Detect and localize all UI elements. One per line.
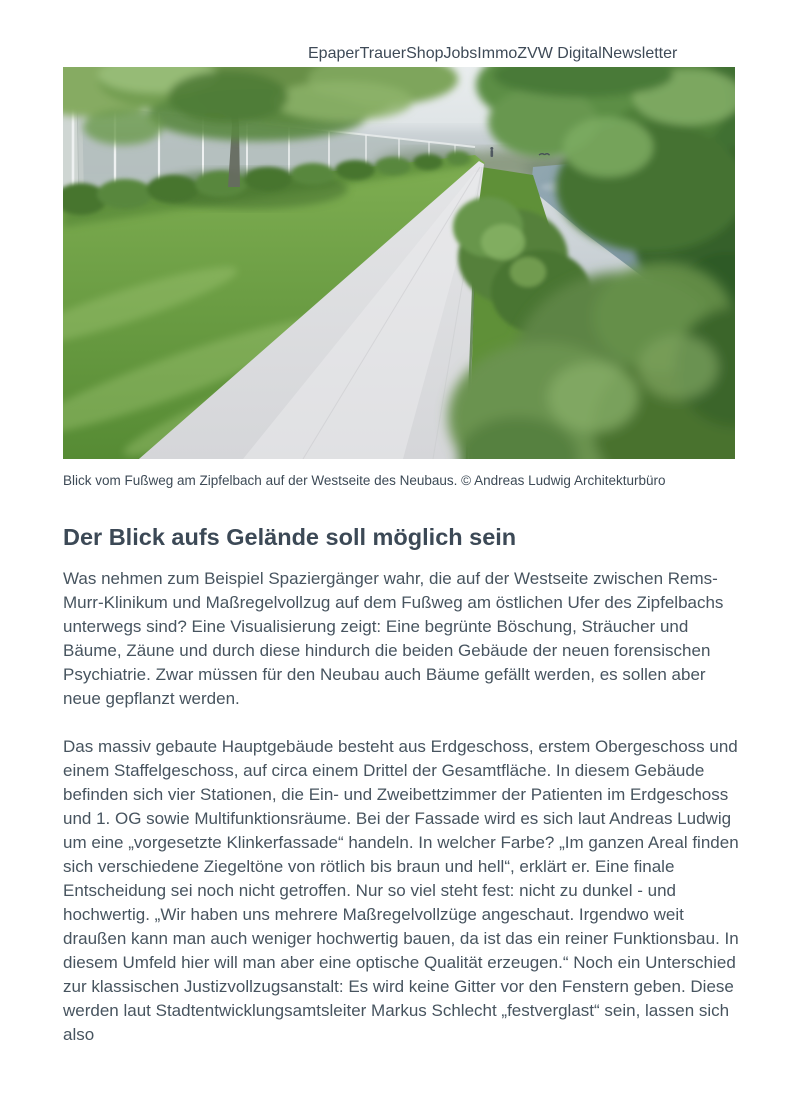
top-nav	[308, 44, 677, 63]
nav-link-trauer[interactable]: Trauer	[359, 45, 407, 62]
nav-link-zvw-digital[interactable]: ZVW Digital	[517, 45, 602, 62]
article-paragraph: Das massiv gebaute Hauptgebäude besteht aus Erdgeschoss, erstem Obergeschoss und einem Staffelgeschoss, auf circa einem Drittel der Gesamtfläche. In diesem Gebäude befinden sich vier Stationen, die Ein- und Zweibettzimmer der Patienten im Erdgeschoss und 1. OG sowie Multifunktionsräume. Bei der Fassade wird es sich laut Andreas Ludwig um eine „vorgesetzte Klinkerfassade“ handeln. In welcher Farbe? „Im ganzen Areal finden sich verschiedene Ziegeltöne von rötlich bis braun und hell“, erklärt er. Eine finale Entscheidung sei noch nicht getroffen. Nur so viel steht fest: nicht zu dunkel - und hochwertig. „Wir haben uns mehrere Maßregelvollzüge angeschaut. Irgendwo weit draußen kann man auch weniger hochwertig bauen, da ist das ein reiner Funktionsbau. In diesem Umfeld hier will man aber eine optische Qualität erzeugen.“ Noch ein Unterschied zur klassischen Justizvollzugsanstalt: Es wird keine Gitter vor den Fenstern geben. Diese werden laut Stadtentwicklungsamtsleiter Markus Schlecht „festverglast“ sein, lassen sich also	[63, 737, 739, 1044]
pedestrian	[490, 147, 493, 157]
rendering-illustration	[63, 67, 735, 459]
article-paragraph: Was nehmen zum Beispiel Spaziergänger wahr, die auf der Westseite zwischen Rems-Murr-Klinikum und Maßregelvollzug auf dem Fußweg am östlichen Ufer des Zipfelbachs unterwegs sind? Eine Visualisierung zeigt: Eine begrünte Böschung, Sträucher und Bäume, Zäune und durch diese hindurch die beiden Gebäude der neuen forensischen Psychiatrie. Zwar müssen für den Neubau auch Bäume gefällt werden, es sollen aber neue gepflanzt werden.	[63, 569, 724, 708]
image-caption: Blick vom Fußweg am Zipfelbach auf der Westseite des Neubaus. © Andreas Ludwig Architekturbüro	[63, 473, 666, 488]
nav-link-newsletter[interactable]: Newsletter	[601, 45, 678, 62]
nav-link-shop[interactable]: Shop	[406, 45, 444, 62]
nav-link-jobs[interactable]: Jobs	[443, 45, 478, 62]
article-heading: Der Blick aufs Gelände soll möglich sein	[63, 524, 517, 550]
nav-link-immo[interactable]: Immo	[477, 45, 518, 62]
article-body	[63, 522, 739, 1071]
hero-image	[63, 67, 735, 459]
nav-link-epaper[interactable]: Epaper	[308, 45, 360, 62]
hero-figure	[63, 67, 735, 490]
